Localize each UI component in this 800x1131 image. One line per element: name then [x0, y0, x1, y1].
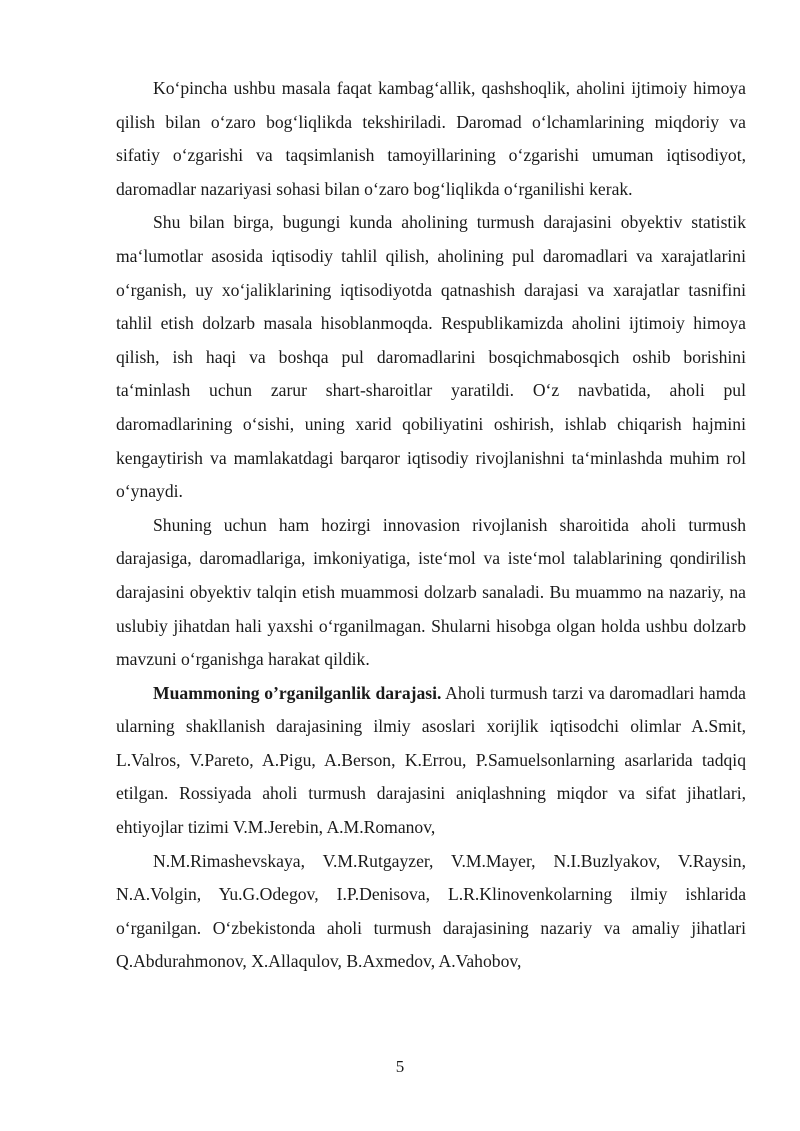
- document-body: [116, 72, 746, 979]
- paragraph-2-text: Shu bilan birga, bugungi kunda aholining turmush darajasini obyektiv statistik ma‘lumotlar asosida iqtisodiy tahlil qilish, aholining pul daromadlari va xarajatlarini o‘rganish, uy xo‘jaliklarining iqtisodiyotda qatnashish darajasi va xarajatlar tasnifini tahlil etish dolzarb masala hisoblanmoqda. Respublikamizda aholini ijtimoiy himoya qilish, ish haqi va boshqa pul daromadlarini bosqichmabosqich oshib borishini ta‘minlash uchun zarur shart-sharoitlar yaratildi. O‘z navbatida, aholi pul daromadlarining o‘sishi, uning xarid qobiliyatini oshirish, ishlab chiqarish hajmini kengaytirish va mamlakatdagi barqaror iqtisodiy rivojlanishni ta‘minlashda muhim rol o‘ynaydi.: [116, 212, 746, 502]
- paragraph-3-text: Shuning uchun ham hozirgi innovasion rivojlanish sharoitida aholi turmush darajasiga, daromadlariga, imkoniyatiga, iste‘mol va iste‘mol talablarining qondirilish darajasini obyektiv talqin etish muammosi dolzarb sanaladi. Bu muammo na nazariy, na uslubiy jihatdan hali yaxshi o‘rganilmagan. Shularni hisobga olgan holda ushbu dolzarb mavzuni o‘rganishga harakat qildik.: [116, 514, 746, 670]
- paragraph-1-text: Ko‘pincha ushbu masala faqat kambag‘allik, qashshoqlik, aholini ijtimoiy himoya qilish bilan o‘zaro bog‘liqlikda tekshiriladi. Daromad o‘lchamlarining miqdoriy va sifatiy o‘zgarishi va taqsimlanish tamoyillarining o‘zgarishi umuman iqtisodiyot, daromadlar nazariyasi sohasi bilan o‘zaro bog‘liqlikda o‘rganilishi kerak.: [116, 78, 746, 199]
- paragraph-5-text: N.M.Rimashevskaya, V.M.Rutgayzer, V.M.Mayer, N.I.Buzlyakov, V.Raysin, N.A.Volgin, Yu.G.Odegov, I.P.Denisova, L.R.Klinovenkolarning ilmiy ishlarida o‘rganilgan. O‘zbekistonda aholi turmush darajasining nazariy va amaliy jihatlari Q.Abdurahmonov, X.Allaqulov, B.Axmedov, A.Vahobov,: [116, 850, 746, 972]
- paragraph-3: [116, 509, 746, 677]
- page-number: 5: [395, 1057, 405, 1076]
- paragraph-4: [116, 677, 746, 845]
- section-heading-inline: Muammoning o’rganilganlik darajasi.: [153, 682, 442, 703]
- paragraph-2: [116, 206, 746, 508]
- paragraph-1: [116, 72, 746, 206]
- paragraph-4-text: Aholi turmush tarzi va daromadlari hamda ularning shakllanish darajasining ilmiy asoslari xorijlik iqtisodchi olimlar A.Smit, L.Valros, V.Pareto, A.Pigu, A.Berson, K.Errou, P.Samuelsonlarning asarlarida tadqiq etilgan. Rossiyada aholi turmush darajasini aniqlashning miqdor va sifat jihatlari, ehtiyojlar tizimi V.M.Jerebin, A.M.Romanov,: [116, 682, 746, 838]
- paragraph-5: [116, 845, 746, 979]
